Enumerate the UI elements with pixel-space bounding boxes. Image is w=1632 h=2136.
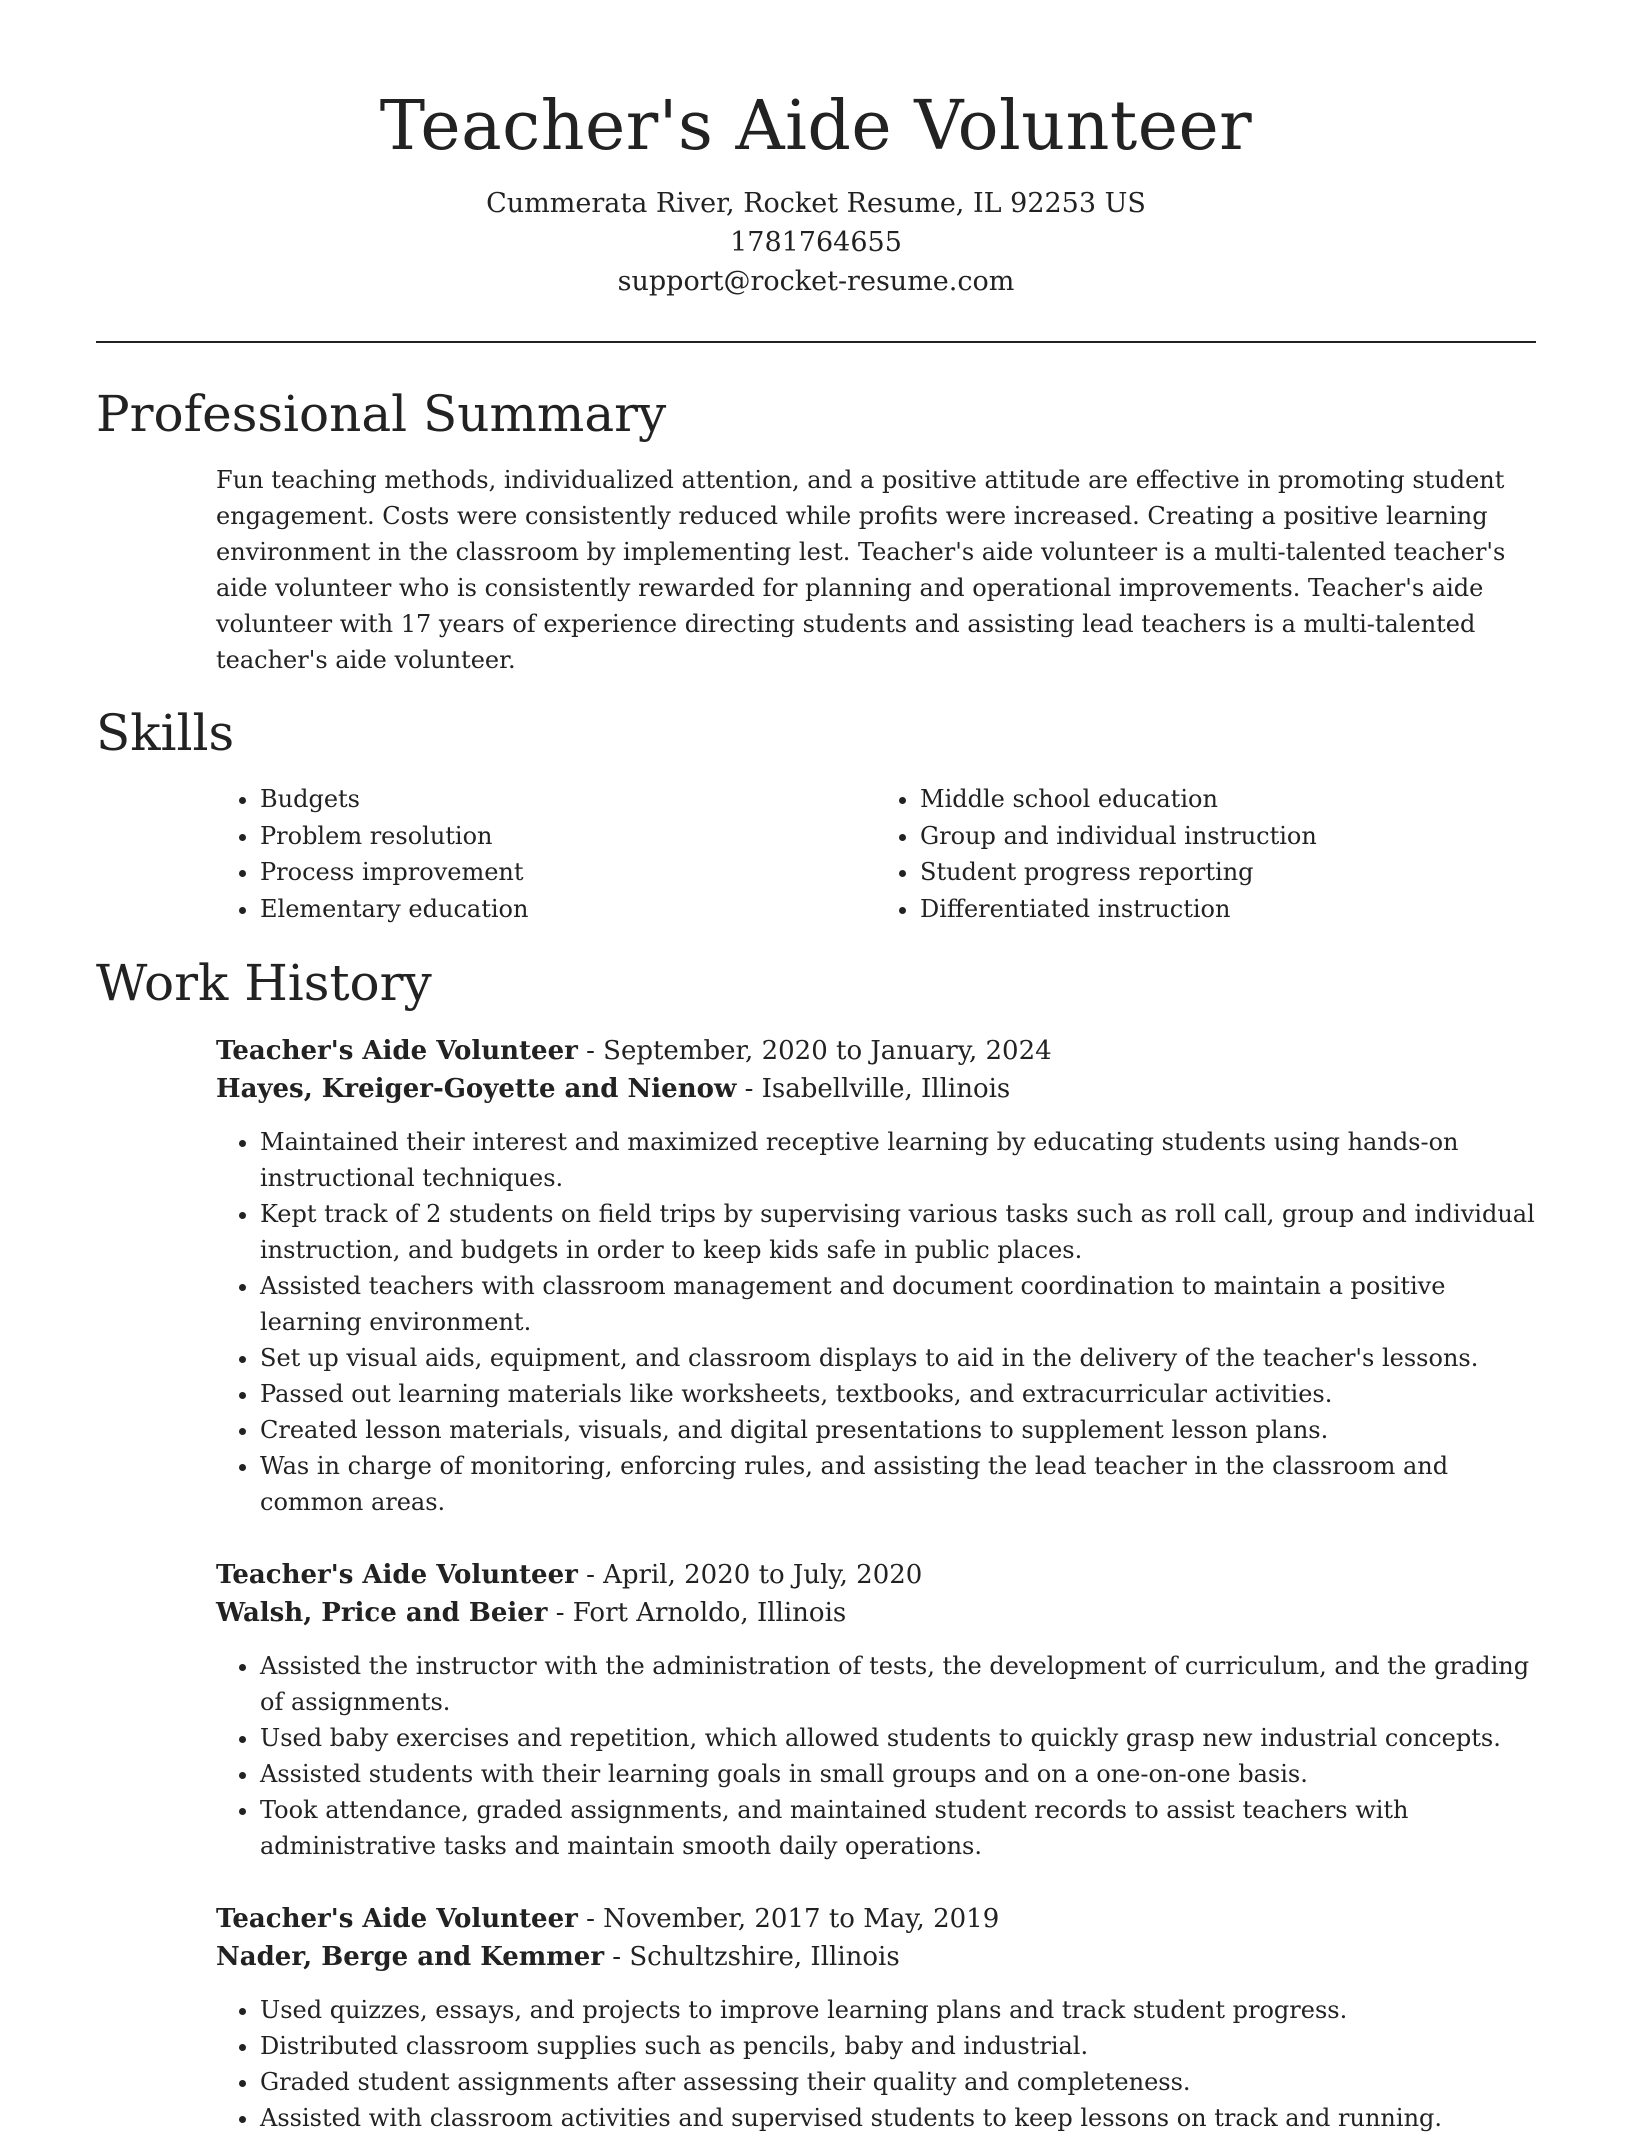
job-location: - Schultzshire, Illinois [604,1942,900,1972]
job-role: Teacher's Aide Volunteer [216,1036,578,1066]
resume-header [0,0,1632,301]
job-bullet: • Used quizzes, essays, and projects to improve learning plans and track student progress. [260,1992,1536,2028]
job-company: Hayes, Kreiger-Goyette and Nienow [216,1074,737,1104]
job-company-line [216,1938,1536,1976]
job-bullets [216,1648,1536,1864]
job-bullet: • Assisted the instructor with the administration of tests, the development of curriculum, and the grading of assignments. [260,1648,1536,1720]
job-dates: - September, 2020 to January, 2024 [577,1036,1052,1066]
job-bullet: • Distributed classroom supplies such as pencils, baby and industrial. [260,2028,1536,2064]
job-bullet: • Assisted with classroom activities and supervised students to keep lessons on track and running. [260,2100,1536,2136]
job-dates: - November, 2017 to May, 2019 [577,1904,1000,1934]
contact-info [0,184,1632,301]
job-bullet: • Created lesson materials, visuals, and digital presentations to supplement lesson plans. [260,1412,1536,1448]
job-title-line [216,1032,1536,1070]
job-company: Nader, Berge and Kemmer [216,1942,605,1972]
job-company: Walsh, Price and Beier [216,1598,548,1628]
job-role: Teacher's Aide Volunteer [216,1904,578,1934]
email-text: support@rocket-resume.com [617,266,1015,297]
job-bullet: • Used baby exercises and repetition, which allowed students to quickly grasp new industrial concepts. [260,1720,1536,1756]
job-bullet: • Kept track of 2 students on field trips by supervising various tasks such as roll call, group and individual instruction, and budgets in order to keep kids safe in public places. [260,1196,1536,1268]
skill-item: • Budgets [260,781,876,818]
skill-item: • Group and individual instruction [920,818,1536,855]
skill-item: • Elementary education [260,891,876,928]
work-history-heading: Work History [96,954,432,1012]
skill-item: • Problem resolution [260,818,876,855]
job-title-line [216,1556,1536,1594]
job-bullet: • Passed out learning materials like worksheets, textbooks, and extracurricular activities. [260,1376,1536,1412]
summary-text: Fun teaching methods, individualized attention, and a positive attitude are effective in promoting student engagement. Costs were consistently reduced while profits were increased. Creating a positive learning environment in the classroom by implementing lest. Teacher's aide volunteer is a multi-talented teacher's aide volunteer who is consistently rewarded for planning and operational improvements. Teacher's aide volunteer with 17 years of experience directing students and assisting lead teachers is a multi-talented teacher's aide volunteer. [216,466,1506,674]
skills-column-left [216,781,876,927]
job-entry [216,1900,1536,2136]
job-title-line [216,1900,1536,1938]
job-bullet: • Maintained their interest and maximized receptive learning by educating students using hands-on instructional techniques. [260,1124,1536,1196]
job-dates: - April, 2020 to July, 2020 [577,1560,923,1590]
job-bullet: • Graded student assignments after assessing their quality and completeness. [260,2064,1536,2100]
job-bullets [216,1992,1536,2136]
job-entry [216,1032,1536,1520]
job-role: Teacher's Aide Volunteer [216,1560,578,1590]
job-company-line [216,1070,1536,1108]
job-company-line [216,1594,1536,1632]
skill-item: • Differentiated instruction [920,891,1536,928]
skills-column-right [876,781,1536,927]
phone-text: 1781764655 [730,227,902,258]
skill-item: • Middle school education [920,781,1536,818]
job-location: - Fort Arnoldo, Illinois [547,1598,847,1628]
header-divider [96,341,1536,343]
job-bullet: • Was in charge of monitoring, enforcing rules, and assisting the lead teacher in the classroom and common areas. [260,1448,1536,1520]
skills-list [216,781,1536,927]
job-bullet: • Set up visual aids, equipment, and classroom displays to aid in the delivery of the teacher's lessons. [260,1340,1536,1376]
job-bullet: • Took attendance, graded assignments, and maintained student records to assist teachers with administrative tasks and maintain smooth daily operations. [260,1792,1536,1864]
skill-item: • Student progress reporting [920,854,1536,891]
summary-heading: Professional Summary [96,385,667,443]
job-entry [216,1556,1536,1864]
skills-heading: Skills [96,704,235,762]
candidate-name: Teacher's Aide Volunteer [379,87,1253,166]
job-location: - Isabellville, Illinois [736,1074,1011,1104]
job-bullet: • Assisted teachers with classroom management and document coordination to maintain a positive learning environment. [260,1268,1536,1340]
skill-item: • Process improvement [260,854,876,891]
address-text: Cummerata River, Rocket Resume, IL 92253 US [486,188,1146,219]
job-bullets [216,1124,1536,1520]
job-bullet: • Assisted students with their learning goals in small groups and on a one-on-one basis. [260,1756,1536,1792]
